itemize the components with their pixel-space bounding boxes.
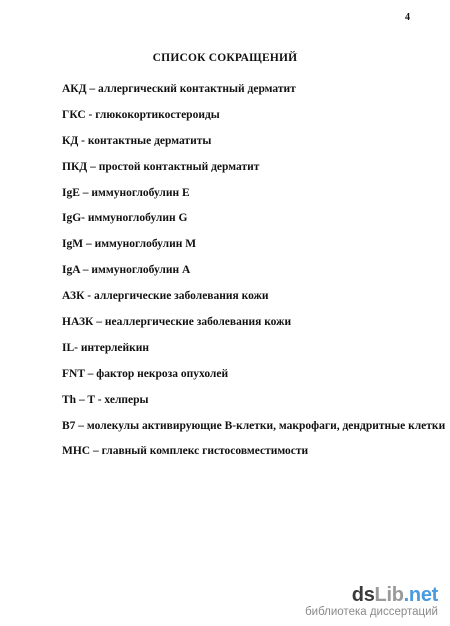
list-item: КД - контактные дерматиты [62, 134, 212, 147]
list-item: IgM – иммуноглобулин M [62, 238, 197, 251]
list-item: IgG- иммуноглобулин G [62, 212, 188, 225]
watermark [305, 585, 438, 618]
list-item: ГКС - глюкокортикостероиды [62, 108, 220, 121]
list-item: АЗК - аллергические заболевания кожи [62, 290, 269, 303]
list-item: IgA – иммуноглобулин A [62, 264, 191, 277]
list-item: FNT – фактор некроза опухолей [62, 367, 229, 380]
list-item: Th – T - хелперы [62, 393, 149, 406]
list-item: АКД – аллергический контактный дерматит [62, 83, 296, 95]
watermark-logo: dsLib.net [351, 584, 438, 606]
abbreviation-list [62, 82, 446, 470]
watermark-subtitle: библиотека диссертаций [305, 606, 438, 618]
list-item: НАЗК – неаллергические заболевания кожи [62, 316, 292, 329]
list-item: IgE – иммуноглобулин E [62, 186, 190, 199]
list-item: B7 – молекулы активирующие B-клетки, макрофаги, дендритные клетки [62, 419, 446, 432]
page-number: 4 [405, 12, 410, 23]
page-title: СПИСОК СОКРАЩЕНИЙ [152, 52, 298, 64]
list-item: ПКД – простой контактный дерматит [62, 160, 260, 173]
list-item: MHC – главный комплекс гистосовместимости [62, 445, 309, 458]
list-item: IL- интерлейкин [62, 341, 150, 354]
